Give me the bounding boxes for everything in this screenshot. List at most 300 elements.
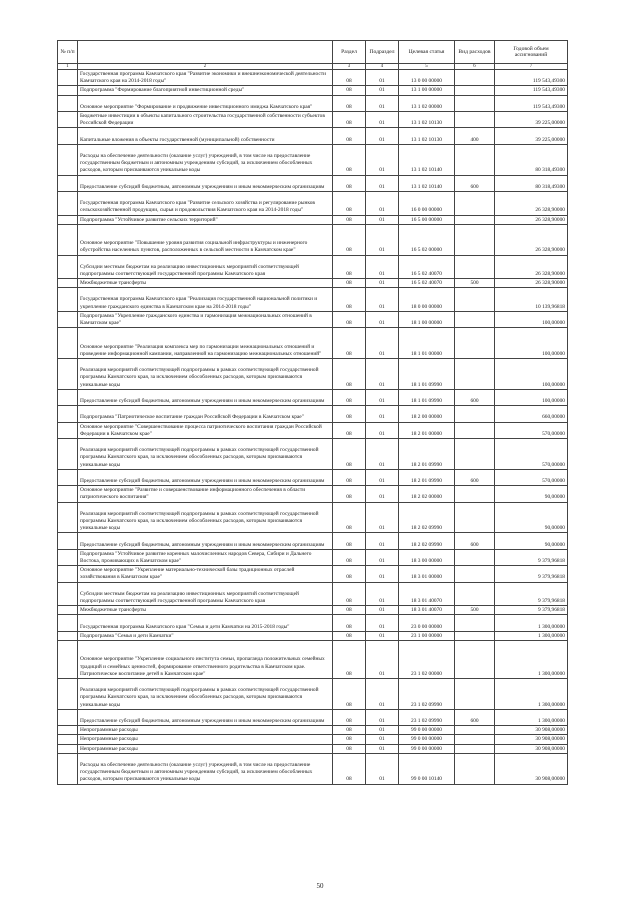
cell-expense xyxy=(455,549,495,565)
cell-subsection: 01 xyxy=(366,328,399,359)
cell-section: 08 xyxy=(333,406,366,422)
cell-amount: 9 379,96818 xyxy=(495,566,568,582)
cell-target: 13 1 02 10140 xyxy=(399,144,455,175)
cell-expense xyxy=(455,640,495,678)
header-section: Раздел xyxy=(333,41,366,64)
header-expense: Вид расходов xyxy=(455,41,495,64)
cell-name: Государственная программа Камчатского края "Развитие сельского хозяйства и регулирование рынков сельскохозяйственной продукции, сырья и продовольствия Камчатского края на 2014-2018 годы" xyxy=(78,191,333,215)
cell-subsection: 01 xyxy=(366,469,399,485)
cell-section: 08 xyxy=(333,95,366,111)
column-number: 6 xyxy=(455,64,495,70)
cell-name: Предоставление субсидий бюджетным, автономным учреждениям и иным некоммерческим организациям xyxy=(78,389,333,405)
cell-amount: 570,00000 xyxy=(495,422,568,438)
table-row xyxy=(58,533,568,549)
cell-expense xyxy=(455,439,495,470)
cell-subsection: 01 xyxy=(366,744,399,753)
table-row xyxy=(58,128,568,144)
cell-num xyxy=(58,389,78,405)
cell-subsection: 01 xyxy=(366,86,399,95)
table-row xyxy=(58,111,568,127)
cell-amount: 30 908,00000 xyxy=(495,726,568,735)
cell-target: 18 3 01 40070 xyxy=(399,582,455,606)
cell-section: 08 xyxy=(333,615,366,631)
cell-amount: 90,00000 xyxy=(495,502,568,533)
cell-num xyxy=(58,640,78,678)
table-row xyxy=(58,191,568,215)
cell-amount: 90,00000 xyxy=(495,486,568,502)
header-name xyxy=(78,41,333,64)
cell-section: 08 xyxy=(333,175,366,191)
cell-amount: 10 139,96818 xyxy=(495,288,568,312)
cell-subsection: 01 xyxy=(366,631,399,640)
cell-num xyxy=(58,631,78,640)
cell-name: Подпрограмма "Устойчивое развитие сельских территорий" xyxy=(78,215,333,224)
header-subsection: Подраздел xyxy=(366,41,399,64)
cell-section: 08 xyxy=(333,439,366,470)
cell-expense xyxy=(455,111,495,127)
cell-num xyxy=(58,224,78,255)
cell-expense xyxy=(455,311,495,327)
cell-amount: 26 328,90000 xyxy=(495,255,568,279)
cell-num xyxy=(58,549,78,565)
table-row xyxy=(58,359,568,390)
cell-amount: 100,00000 xyxy=(495,389,568,405)
cell-expense xyxy=(455,191,495,215)
cell-section: 08 xyxy=(333,70,366,86)
cell-amount: 1 300,00000 xyxy=(495,615,568,631)
cell-amount: 119 543,49300 xyxy=(495,70,568,86)
cell-amount: 80 318,49300 xyxy=(495,144,568,175)
table-row xyxy=(58,175,568,191)
cell-amount: 1 300,00000 xyxy=(495,678,568,709)
cell-name: Основное мероприятие "Формирование и продвижение инвестиционного имиджа Камчатского края" xyxy=(78,95,333,111)
cell-target: 18 0 00 00000 xyxy=(399,288,455,312)
cell-subsection: 01 xyxy=(366,502,399,533)
cell-num xyxy=(58,582,78,606)
cell-section: 08 xyxy=(333,328,366,359)
cell-subsection: 01 xyxy=(366,95,399,111)
cell-subsection: 01 xyxy=(366,615,399,631)
cell-expense xyxy=(455,631,495,640)
cell-amount: 26 328,90000 xyxy=(495,191,568,215)
table-row xyxy=(58,753,568,784)
column-number: 2 xyxy=(78,64,333,70)
cell-expense xyxy=(455,502,495,533)
cell-expense xyxy=(455,753,495,784)
cell-target: 16 5 02 00000 xyxy=(399,224,455,255)
cell-num xyxy=(58,469,78,485)
cell-target: 23 0 00 00000 xyxy=(399,615,455,631)
cell-expense xyxy=(455,224,495,255)
table-row xyxy=(58,70,568,86)
table-row xyxy=(58,439,568,470)
cell-expense xyxy=(455,215,495,224)
cell-section: 08 xyxy=(333,191,366,215)
cell-section: 08 xyxy=(333,753,366,784)
cell-expense: 600 xyxy=(455,175,495,191)
cell-section: 08 xyxy=(333,469,366,485)
cell-amount: 9 379,96818 xyxy=(495,549,568,565)
table-row xyxy=(58,566,568,582)
cell-target: 18 2 01 09990 xyxy=(399,469,455,485)
column-number: 1 xyxy=(58,64,78,70)
table-row xyxy=(58,95,568,111)
cell-subsection: 01 xyxy=(366,486,399,502)
cell-num xyxy=(58,95,78,111)
cell-subsection: 01 xyxy=(366,735,399,744)
cell-expense xyxy=(455,486,495,502)
cell-target: 16 5 02 40070 xyxy=(399,255,455,279)
cell-subsection: 01 xyxy=(366,215,399,224)
cell-target: 16 5 00 00000 xyxy=(399,215,455,224)
cell-section: 08 xyxy=(333,389,366,405)
cell-section: 08 xyxy=(333,422,366,438)
cell-target: 18 1 01 00000 xyxy=(399,328,455,359)
cell-num xyxy=(58,70,78,86)
cell-amount: 9 379,96818 xyxy=(495,582,568,606)
cell-section: 08 xyxy=(333,486,366,502)
cell-subsection: 01 xyxy=(366,549,399,565)
cell-target: 99 0 00 00000 xyxy=(399,744,455,753)
table-row xyxy=(58,640,568,678)
cell-target: 13 1 00 00000 xyxy=(399,86,455,95)
cell-name: Основное мероприятие "Реализация комплекса мер по гармонизации межнациональных отношений и проведение информационной кампании, направленной на гармонизацию межнациональных отношений" xyxy=(78,328,333,359)
cell-amount: 30 908,00000 xyxy=(495,744,568,753)
cell-section: 08 xyxy=(333,311,366,327)
table-row xyxy=(58,255,568,279)
cell-name: Предоставление субсидий бюджетным, автономным учреждениям и иным некоммерческим организациям xyxy=(78,175,333,191)
cell-amount: 39 225,00000 xyxy=(495,111,568,127)
cell-name: Подпрограмма "Семья и дети Камчатки" xyxy=(78,631,333,640)
cell-expense xyxy=(455,582,495,606)
table-row xyxy=(58,215,568,224)
table-row xyxy=(58,744,568,753)
cell-expense xyxy=(455,678,495,709)
cell-expense xyxy=(455,744,495,753)
cell-target: 16 0 00 00000 xyxy=(399,191,455,215)
cell-num xyxy=(58,439,78,470)
cell-num xyxy=(58,486,78,502)
cell-subsection: 01 xyxy=(366,389,399,405)
cell-subsection: 01 xyxy=(366,726,399,735)
cell-amount: 1 300,00000 xyxy=(495,709,568,725)
cell-section: 08 xyxy=(333,215,366,224)
cell-num xyxy=(58,406,78,422)
cell-expense xyxy=(455,255,495,279)
table-row xyxy=(58,735,568,744)
cell-name: Субсидии местным бюджетам на реализацию инвестиционных мероприятий соответствующей подпрограммы соответствующей государственной программы Камчатского края xyxy=(78,582,333,606)
cell-name: Подпрограмма "Устойчивое развитие коренных малочисленных народов Севера, Сибири и Дальнего Востока, проживающих в Камчатском крае" xyxy=(78,549,333,565)
cell-target: 18 3 00 00000 xyxy=(399,549,455,565)
cell-subsection: 01 xyxy=(366,288,399,312)
table-row xyxy=(58,678,568,709)
cell-subsection: 01 xyxy=(366,566,399,582)
header-target: Целевая статья xyxy=(399,41,455,64)
cell-name: Предоставление субсидий бюджетным, автономным учреждениям и иным некоммерческим организациям xyxy=(78,709,333,725)
cell-section: 08 xyxy=(333,359,366,390)
header-amount: Годовой объем ассигнований xyxy=(495,41,568,64)
cell-name: Субсидии местным бюджетам на реализацию инвестиционных мероприятий соответствующей подпрограммы соответствующей государственной программы Камчатского края xyxy=(78,255,333,279)
cell-num xyxy=(58,328,78,359)
cell-subsection: 01 xyxy=(366,606,399,615)
table-row xyxy=(58,549,568,565)
cell-expense xyxy=(455,406,495,422)
cell-amount: 570,00000 xyxy=(495,469,568,485)
table-header-row xyxy=(58,41,568,64)
cell-section: 08 xyxy=(333,735,366,744)
cell-amount: 100,00000 xyxy=(495,328,568,359)
cell-subsection: 01 xyxy=(366,255,399,279)
cell-amount: 119 543,49300 xyxy=(495,95,568,111)
cell-name: Предоставление субсидий бюджетным, автономным учреждениям и иным некоммерческим организациям xyxy=(78,533,333,549)
cell-subsection: 01 xyxy=(366,311,399,327)
cell-amount: 26 328,90000 xyxy=(495,224,568,255)
cell-target: 99 0 00 00000 xyxy=(399,726,455,735)
cell-subsection: 01 xyxy=(366,359,399,390)
cell-num xyxy=(58,533,78,549)
cell-expense xyxy=(455,328,495,359)
cell-name: Предоставление субсидий бюджетным, автономным учреждениям и иным некоммерческим организациям xyxy=(78,469,333,485)
cell-amount: 1 300,00000 xyxy=(495,631,568,640)
cell-name: Основное мероприятие "Совершенствование процесса патриотического воспитания граждан Российской Федерации в Камчатском крае" xyxy=(78,422,333,438)
cell-num xyxy=(58,311,78,327)
cell-target: 18 1 00 00000 xyxy=(399,311,455,327)
cell-name: Основное мероприятие "Повышение уровня развития социальной инфраструктуры и инженерного обустройства населенных пунктов, расположенных в сельской местности в Камчатском крае" xyxy=(78,224,333,255)
cell-target: 18 2 02 09990 xyxy=(399,502,455,533)
cell-name: Непрограммные расходы xyxy=(78,726,333,735)
cell-target: 13 1 02 10130 xyxy=(399,111,455,127)
cell-name: Реализация мероприятий соответствующей подпрограммы в рамках соответствующей государственной программы Камчатского края, за исключением обособленных расходов, которым присваиваются уникальные коды xyxy=(78,439,333,470)
cell-section: 08 xyxy=(333,640,366,678)
cell-name: Непрограммные расходы xyxy=(78,735,333,744)
cell-name: Подпрограмма "Патриотическое воспитание граждан Российской Федерации в Камчатском крае" xyxy=(78,406,333,422)
cell-num xyxy=(58,709,78,725)
cell-amount: 119 543,49300 xyxy=(495,86,568,95)
cell-expense: 600 xyxy=(455,709,495,725)
table-body xyxy=(58,70,568,785)
cell-name: Реализация мероприятий соответствующей подпрограммы в рамках соответствующей государственной программы Камчатского края, за исключением обособленных расходов, которым присваиваются уникальные коды xyxy=(78,678,333,709)
cell-subsection: 01 xyxy=(366,753,399,784)
cell-target: 99 0 00 10140 xyxy=(399,753,455,784)
cell-subsection: 01 xyxy=(366,406,399,422)
cell-target: 18 3 01 40070 xyxy=(399,606,455,615)
cell-num xyxy=(58,215,78,224)
cell-name: Основное мероприятие "Укрепление социального института семьи, пропаганда положительных семейных традиций и семейных ценностей, формирование ответственного родительства в Камчатском крае. Патриотическое воспитание детей в Камчатском крае" xyxy=(78,640,333,678)
cell-section: 08 xyxy=(333,502,366,533)
cell-expense xyxy=(455,144,495,175)
cell-target: 13 0 00 00000 xyxy=(399,70,455,86)
cell-target: 18 1 01 09990 xyxy=(399,389,455,405)
page-number: 50 xyxy=(316,882,324,890)
cell-name: Государственная программа Камчатского края "Развитие экономики и внешнеэкономической деятельности Камчатского края на 2014-2018 годы" xyxy=(78,70,333,86)
cell-amount: 570,00000 xyxy=(495,439,568,470)
cell-num xyxy=(58,86,78,95)
cell-subsection: 01 xyxy=(366,678,399,709)
table-row xyxy=(58,406,568,422)
cell-num xyxy=(58,359,78,390)
table-row xyxy=(58,389,568,405)
cell-num xyxy=(58,288,78,312)
table-row xyxy=(58,582,568,606)
cell-num xyxy=(58,678,78,709)
cell-amount: 100,00000 xyxy=(495,359,568,390)
cell-target: 18 3 01 00000 xyxy=(399,566,455,582)
header-num: № п/п xyxy=(58,41,78,64)
cell-num xyxy=(58,175,78,191)
cell-section: 08 xyxy=(333,744,366,753)
cell-subsection: 01 xyxy=(366,70,399,86)
cell-name: Межбюджетные трансферты xyxy=(78,279,333,288)
table-row xyxy=(58,709,568,725)
cell-num xyxy=(58,615,78,631)
cell-amount: 26 328,90000 xyxy=(495,215,568,224)
cell-target: 23 1 00 00000 xyxy=(399,631,455,640)
cell-name: Непрограммные расходы xyxy=(78,744,333,753)
cell-target: 18 2 02 09990 xyxy=(399,533,455,549)
cell-name: Расходы на обеспечение деятельности (оказание услуг) учреждений, в том числе на предоставление государственным бюджетным и автономным учреждениям субсидий, за исключением обособленных расходов, которым присваиваются уникальные коды xyxy=(78,144,333,175)
cell-name: Государственная программа Камчатского края "Реализация государственной национальной политики и укрепление гражданского единства в Камчатском крае на 2014-2018 годы" xyxy=(78,288,333,312)
cell-amount: 9 379,96818 xyxy=(495,606,568,615)
cell-expense xyxy=(455,726,495,735)
cell-name: Реализация мероприятий соответствующей подпрограммы в рамках соответствующей государственной программы Камчатского края, за исключением обособленных расходов, которым присваиваются уникальные коды xyxy=(78,359,333,390)
cell-target: 23 1 02 09990 xyxy=(399,678,455,709)
cell-section: 08 xyxy=(333,709,366,725)
cell-name: Расходы на обеспечение деятельности (оказание услуг) учреждений, в том числе на предоставление государственным бюджетным и автономным учреждениям субсидий, за исключением обособленных расходов, которым присваиваются уникальные коды xyxy=(78,753,333,784)
cell-num xyxy=(58,144,78,175)
cell-name: Государственная программа Камчатского края "Семья и дети Камчатки на 2015-2018 годы" xyxy=(78,615,333,631)
cell-section: 08 xyxy=(333,86,366,95)
cell-subsection: 01 xyxy=(366,582,399,606)
cell-amount: 30 908,00000 xyxy=(495,735,568,744)
cell-target: 18 2 01 09990 xyxy=(399,439,455,470)
cell-section: 08 xyxy=(333,606,366,615)
cell-name: Основное мероприятие "Развитие и совершенствование информационного обеспечения в области патриотического воспитания" xyxy=(78,486,333,502)
cell-expense xyxy=(455,288,495,312)
cell-name: Капитальные вложения в объекты государственной (муниципальной) собственности xyxy=(78,128,333,144)
cell-section: 08 xyxy=(333,533,366,549)
cell-section: 08 xyxy=(333,549,366,565)
cell-subsection: 01 xyxy=(366,175,399,191)
cell-subsection: 01 xyxy=(366,224,399,255)
cell-expense: 600 xyxy=(455,533,495,549)
table-row xyxy=(58,279,568,288)
table-row xyxy=(58,311,568,327)
cell-name: Подпрограмма "Укрепление гражданского единства и гармонизация межнациональных отношений в Камчатском крае" xyxy=(78,311,333,327)
cell-subsection: 01 xyxy=(366,144,399,175)
cell-expense xyxy=(455,70,495,86)
budget-table xyxy=(57,40,568,785)
cell-expense: 600 xyxy=(455,469,495,485)
cell-section: 08 xyxy=(333,279,366,288)
cell-section: 08 xyxy=(333,255,366,279)
cell-num xyxy=(58,753,78,784)
column-number: 7 xyxy=(495,64,568,70)
cell-expense xyxy=(455,566,495,582)
cell-expense: 500 xyxy=(455,279,495,288)
cell-target: 23 1 02 09990 xyxy=(399,709,455,725)
cell-subsection: 01 xyxy=(366,533,399,549)
cell-expense: 400 xyxy=(455,128,495,144)
cell-name: Подпрограмма "Формирование благоприятной инвестиционной среды" xyxy=(78,86,333,95)
cell-subsection: 01 xyxy=(366,422,399,438)
cell-expense: 600 xyxy=(455,389,495,405)
cell-target: 18 2 00 00000 xyxy=(399,406,455,422)
cell-expense xyxy=(455,95,495,111)
table-row xyxy=(58,144,568,175)
cell-num xyxy=(58,735,78,744)
cell-amount: 90,00000 xyxy=(495,533,568,549)
cell-target: 13 1 02 00000 xyxy=(399,95,455,111)
cell-section: 08 xyxy=(333,224,366,255)
cell-target: 13 1 02 10140 xyxy=(399,175,455,191)
table-row xyxy=(58,469,568,485)
cell-subsection: 01 xyxy=(366,709,399,725)
table-row xyxy=(58,224,568,255)
cell-subsection: 01 xyxy=(366,128,399,144)
table-row xyxy=(58,86,568,95)
cell-subsection: 01 xyxy=(366,111,399,127)
cell-target: 99 0 00 00000 xyxy=(399,735,455,744)
cell-num xyxy=(58,422,78,438)
cell-section: 08 xyxy=(333,128,366,144)
table-row xyxy=(58,606,568,615)
column-number: 4 xyxy=(366,64,399,70)
column-number: 3 xyxy=(333,64,366,70)
cell-num xyxy=(58,255,78,279)
cell-subsection: 01 xyxy=(366,279,399,288)
cell-amount: 80 318,49300 xyxy=(495,175,568,191)
cell-section: 08 xyxy=(333,566,366,582)
cell-expense xyxy=(455,359,495,390)
cell-num xyxy=(58,606,78,615)
cell-name: Основное мероприятие "Укрепление материально-технической базы традиционных отраслей хозяйствования в Камчатском крае" xyxy=(78,566,333,582)
cell-name: Межбюджетные трансферты xyxy=(78,606,333,615)
cell-num xyxy=(58,726,78,735)
cell-section: 08 xyxy=(333,678,366,709)
cell-expense xyxy=(455,86,495,95)
cell-section: 08 xyxy=(333,582,366,606)
cell-amount: 1 300,00000 xyxy=(495,640,568,678)
cell-section: 08 xyxy=(333,631,366,640)
column-number: 5 xyxy=(399,64,455,70)
cell-subsection: 01 xyxy=(366,191,399,215)
cell-amount: 30 908,00000 xyxy=(495,753,568,784)
cell-num xyxy=(58,128,78,144)
cell-name: Бюджетные инвестиции в объекты капитального строительства государственной собственности субъектов Российской Федерации xyxy=(78,111,333,127)
cell-num xyxy=(58,502,78,533)
cell-amount: 100,00000 xyxy=(495,311,568,327)
cell-num xyxy=(58,111,78,127)
cell-num xyxy=(58,279,78,288)
table-row xyxy=(58,288,568,312)
table-row xyxy=(58,631,568,640)
cell-expense xyxy=(455,422,495,438)
cell-target: 16 5 02 40070 xyxy=(399,279,455,288)
cell-target: 18 2 01 00000 xyxy=(399,422,455,438)
cell-amount: 39 225,00000 xyxy=(495,128,568,144)
cell-num xyxy=(58,744,78,753)
cell-expense xyxy=(455,735,495,744)
cell-expense: 500 xyxy=(455,606,495,615)
cell-section: 08 xyxy=(333,726,366,735)
cell-section: 08 xyxy=(333,288,366,312)
table-row xyxy=(58,422,568,438)
cell-target: 13 1 02 10130 xyxy=(399,128,455,144)
cell-target: 23 1 02 00000 xyxy=(399,640,455,678)
table-row xyxy=(58,726,568,735)
cell-num xyxy=(58,566,78,582)
cell-target: 18 1 01 09990 xyxy=(399,359,455,390)
